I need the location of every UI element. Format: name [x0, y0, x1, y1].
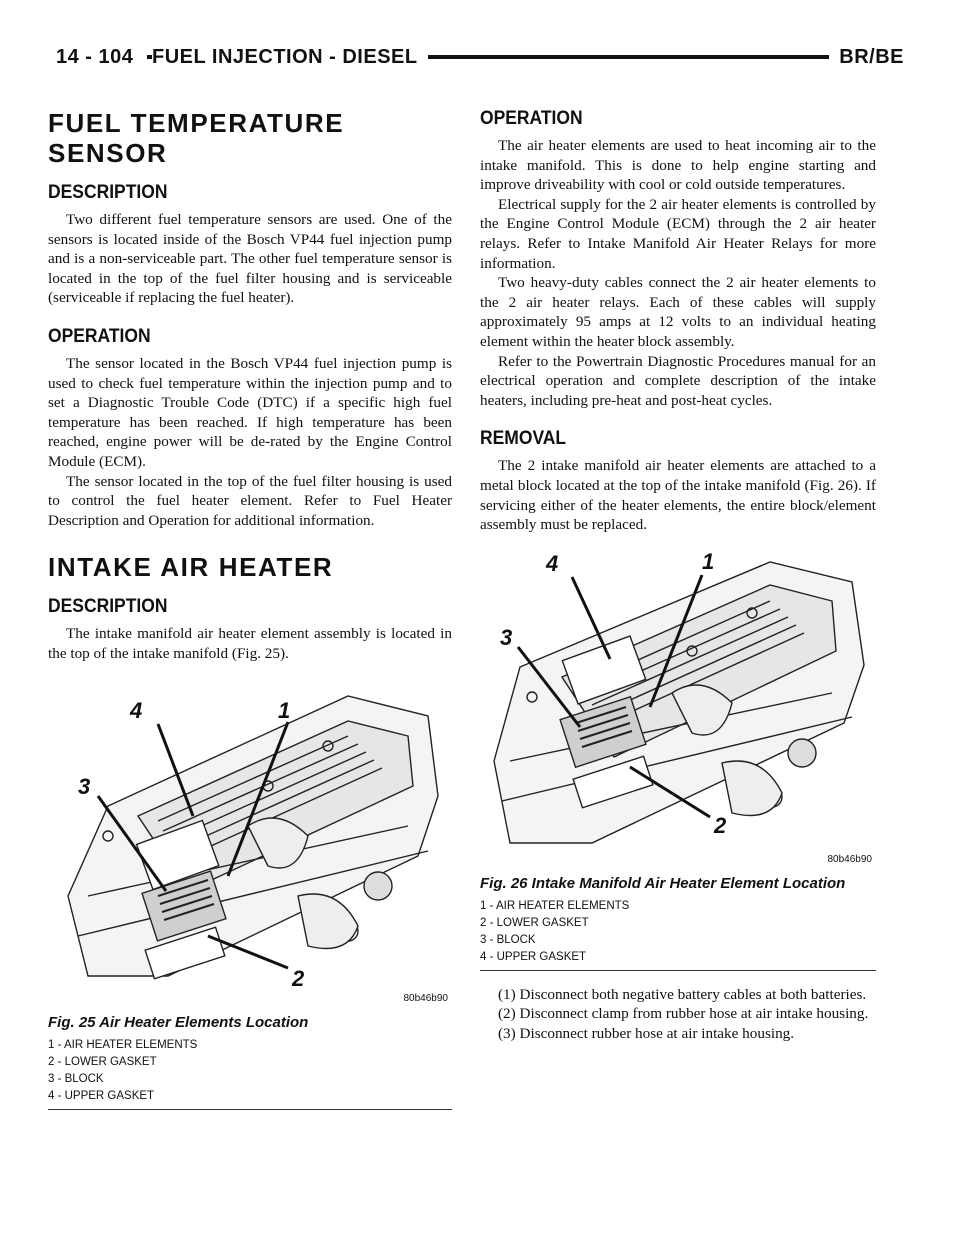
heading-description: DESCRIPTION — [48, 182, 168, 203]
figure-id: 80b46b90 — [403, 992, 448, 1004]
heading-removal: REMOVAL — [480, 428, 567, 450]
callout-2: 2 — [714, 812, 727, 838]
callout-3: 3 — [500, 624, 513, 650]
page-number: 14 - 104 — [56, 44, 147, 70]
figure-26 — [480, 547, 876, 971]
heading-description: DESCRIPTION — [48, 596, 168, 618]
engine-illustration — [480, 547, 876, 867]
figure-id: 80b46b90 — [827, 853, 872, 865]
left-column — [48, 108, 452, 1110]
paragraph: Two heavy-duty cables connect the 2 air heater elements to the 2 air heater relays. Each of these cables will supply approximately 95 amps at 12 volts to an individual heating element within the heater block assembly. — [480, 274, 876, 350]
step-item: (2) Disconnect clamp from rubber hose at air intake housing. — [498, 1005, 869, 1023]
callout-3: 3 — [78, 773, 91, 799]
callout-4: 4 — [130, 697, 143, 723]
callout-1: 1 — [702, 548, 715, 574]
legend-item: 4 - UPPER GASKET — [48, 1089, 155, 1102]
paragraph: The 2 intake manifold air heater elements are attached to a metal block located at the top of the intake manifold (Fig. 26). If servicing either of the heater elements, the entire block/element assembly must be replaced. — [480, 457, 876, 534]
paragraph: Two different fuel temperature sensors are used. One of the sensors is located inside of the Bosch VP44 fuel injection pump and is a non-serviceable part. The other fuel temperature sensor is located in the top of the fuel filter housing and is serviceable (serviceable if replacing the fuel heater). — [48, 211, 452, 307]
figure-caption: Fig. 26 Intake Manifold Air Heater Element Location — [480, 874, 846, 892]
legend-item: 1 - AIR HEATER ELEMENTS — [48, 1038, 198, 1051]
legend-item: 3 - BLOCK — [480, 933, 536, 946]
figure-legend — [48, 1037, 452, 1105]
figure-legend — [480, 898, 876, 966]
legend-item: 2 - LOWER GASKET — [48, 1055, 157, 1068]
engine-drawing-icon — [480, 547, 876, 867]
callout-1: 1 — [278, 697, 291, 723]
paragraph: The intake manifold air heater element assembly is located in the top of the intake manifold (Fig. 25). — [48, 625, 452, 662]
callout-4: 4 — [546, 550, 559, 576]
step-item: (3) Disconnect rubber hose at air intake housing. — [498, 1024, 795, 1042]
figure-divider — [480, 970, 876, 971]
paragraph: The air heater elements are used to heat incoming air to the intake manifold. This is done to help engine starting and improve driveability with cool or cold outside temperatures. — [480, 137, 876, 194]
removal-steps — [480, 985, 876, 1044]
paragraph: The sensor located in the top of the fuel filter housing is used to control the fuel heater element. Refer to Fuel Heater Description and Operation for additional information. — [48, 472, 452, 529]
heading-operation: OPERATION — [480, 108, 583, 129]
model-code: BR/BE — [829, 44, 904, 70]
engine-illustration — [48, 676, 452, 1006]
figure-25 — [48, 676, 452, 1110]
page-header — [56, 44, 904, 78]
heading-fuel-temperature-sensor: FUEL TEMPERATURE SENSOR — [48, 108, 345, 168]
paragraph: The sensor located in the Bosch VP44 fuel injection pump is used to check fuel temperature within the injection pump and to set a Diagnostic Trouble Code (DTC) if a specific high fuel temperature has been reached. If high temperature has been reached, engine power will be de-rated by the Engine Control Module (ECM). — [48, 354, 452, 470]
right-column — [480, 108, 876, 1043]
paragraph: Electrical supply for the 2 air heater elements is controlled by the Engine Control Module (ECM) through the 2 air heater relays. Refer to Intake Manifold Air Heater Relays for more information. — [480, 195, 876, 272]
legend-item: 1 - AIR HEATER ELEMENTS — [480, 899, 630, 912]
engine-drawing-icon — [48, 676, 452, 1006]
step-item: (1) Disconnect both negative battery cables at both batteries. — [498, 985, 867, 1003]
callout-2: 2 — [292, 965, 305, 991]
section-title: FUEL INJECTION - DIESEL — [152, 44, 428, 70]
legend-item: 3 - BLOCK — [48, 1072, 104, 1085]
figure-divider — [48, 1109, 452, 1110]
heading-operation: OPERATION — [48, 325, 151, 347]
paragraph: Refer to the Powertrain Diagnostic Procedures manual for an electrical operation and complete description of the intake heaters, including pre-heat and post-heat cycles. — [480, 352, 876, 409]
legend-item: 4 - UPPER GASKET — [480, 950, 587, 963]
figure-caption: Fig. 25 Air Heater Elements Location — [48, 1013, 309, 1031]
legend-item: 2 - LOWER GASKET — [480, 916, 589, 929]
heading-intake-air-heater: INTAKE AIR HEATER — [48, 552, 334, 583]
